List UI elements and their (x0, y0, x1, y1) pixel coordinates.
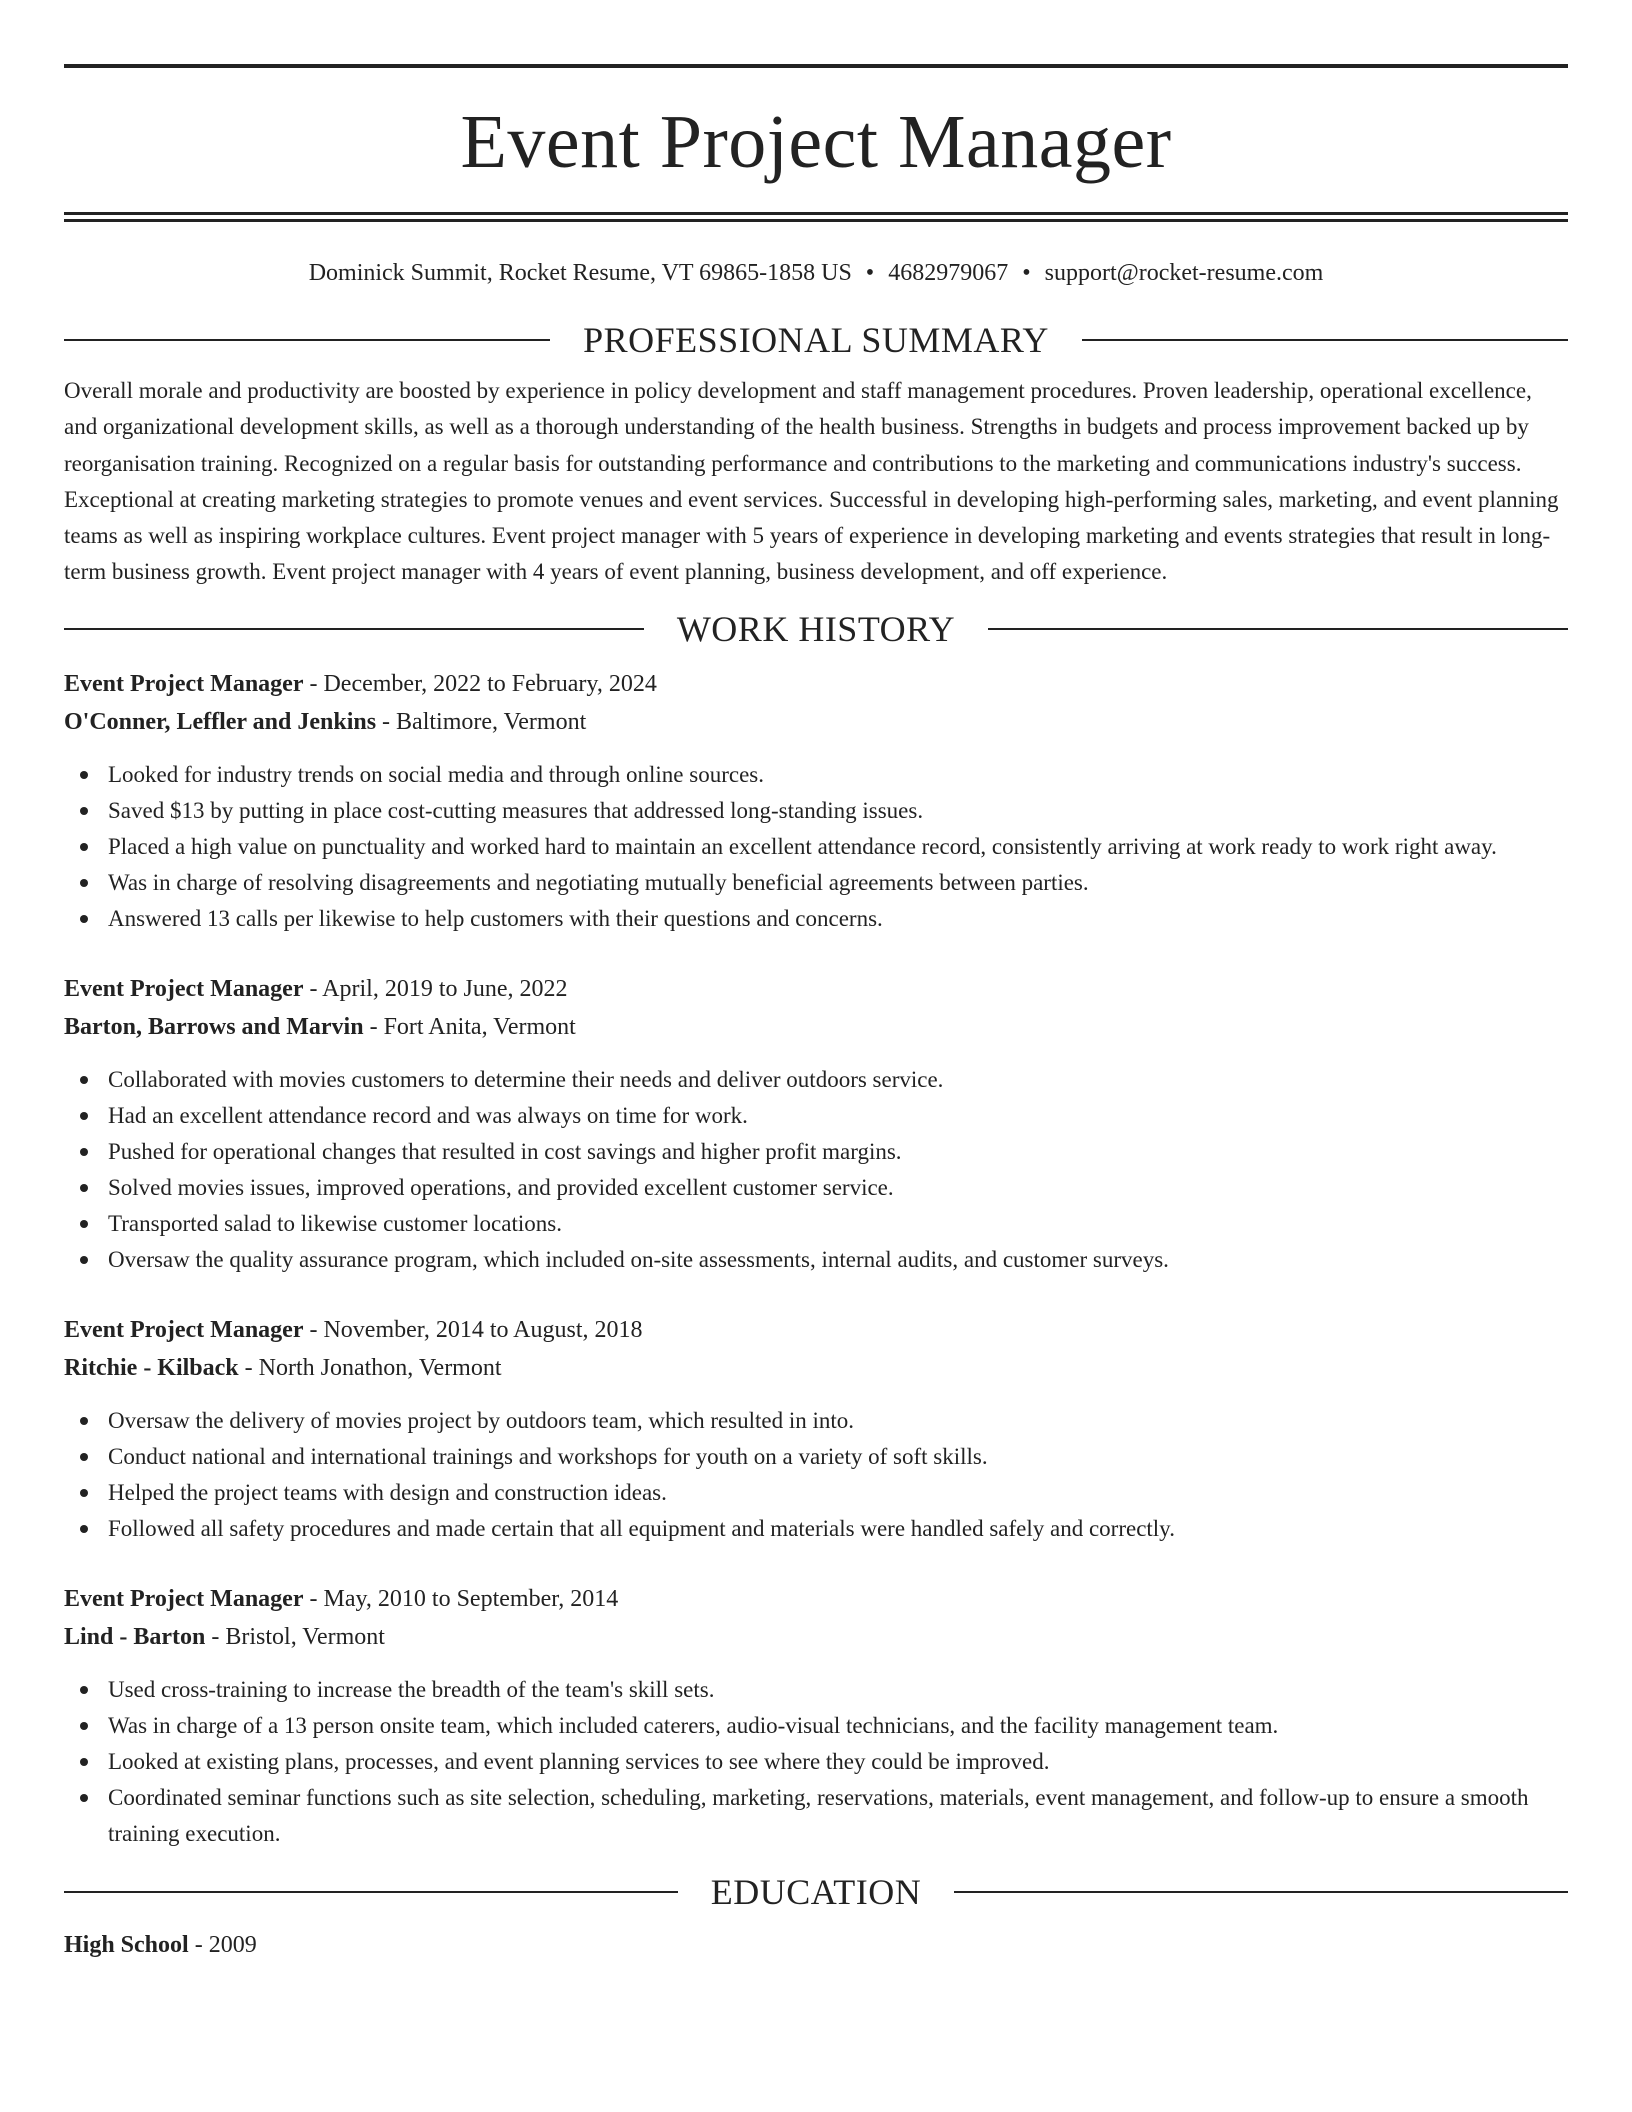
contact-separator: • (865, 260, 875, 286)
job-company-line (64, 1349, 1568, 1387)
bullet-text: Pushed for operational changes that resulted in cost savings and higher profit margins. (108, 1138, 902, 1164)
list-item (64, 1062, 1568, 1098)
job-title: Event Project Manager (64, 670, 304, 697)
list-item (64, 1206, 1568, 1242)
bullet-icon (80, 1112, 88, 1120)
bullet-text: Placed a high value on punctuality and worked hard to maintain an excellent attendance record, consistently arriving at work ready to work right away. (108, 833, 1497, 859)
list-item (64, 901, 1568, 937)
bullet-icon (80, 1453, 88, 1461)
bullet-icon (80, 1256, 88, 1264)
education-heading-label: EDUCATION (710, 1871, 922, 1912)
bullet-icon (80, 1417, 88, 1425)
bullet-icon (80, 1148, 88, 1156)
job-bullet-list (64, 1403, 1568, 1547)
job-location: - Baltimore, Vermont (376, 708, 587, 735)
list-item (64, 1439, 1568, 1475)
bullet-text: Used cross-training to increase the breadth of the team's skill sets. (108, 1676, 715, 1702)
job-title-line (64, 1311, 1568, 1349)
job-company: O'Conner, Leffler and Jenkins (64, 708, 377, 735)
bullet-text: Had an excellent attendance record and was always on time for work. (108, 1102, 748, 1128)
bullet-text: Collaborated with movies customers to determine their needs and deliver outdoors service. (108, 1066, 944, 1092)
list-item (64, 1744, 1568, 1780)
list-item (64, 1134, 1568, 1170)
list-item (64, 1708, 1568, 1744)
education-entry (64, 1926, 1568, 1964)
bullet-icon (80, 1489, 88, 1497)
contact-phone: 4682979067 (888, 260, 1009, 286)
bullet-icon (80, 771, 88, 779)
list-item (64, 1170, 1568, 1206)
job-title-line (64, 665, 1568, 703)
bullet-text: Followed all safety procedures and made certain that all equipment and materials were handled safely and correctly. (108, 1515, 1175, 1541)
page-title: Event Project Manager (460, 100, 1172, 184)
bullet-text: Saved $13 by putting in place cost-cutting measures that addressed long-standing issues. (108, 797, 924, 823)
contact-email: support@rocket-resume.com (1044, 260, 1324, 286)
list-item (64, 757, 1568, 793)
bullet-text: Helped the project teams with design and construction ideas. (108, 1479, 667, 1505)
contact-address: Dominick Summit, Rocket Resume, VT 69865-1858 US (308, 260, 852, 286)
job-list (64, 665, 1568, 1852)
job-title: Event Project Manager (64, 1585, 304, 1612)
summary-heading-label: PROFESSIONAL SUMMARY (583, 320, 1049, 360)
job-company-line (64, 703, 1568, 741)
contact-line (64, 258, 1568, 288)
list-item (64, 1780, 1568, 1852)
heading-rule-left (64, 1891, 678, 1893)
bullet-text: Answered 13 calls per likewise to help customers with their questions and concerns. (108, 905, 883, 931)
list-item (64, 829, 1568, 865)
bullet-icon (80, 915, 88, 923)
list-item (64, 1098, 1568, 1134)
job-entry (64, 970, 1568, 1278)
job-entry (64, 1311, 1568, 1547)
bullet-icon (80, 1220, 88, 1228)
bullet-icon (80, 843, 88, 851)
education-year: - 2009 (188, 1931, 257, 1958)
title-double-rule (64, 212, 1568, 222)
bullet-text: Transported salad to likewise customer locations. (108, 1210, 562, 1236)
summary-text: Overall morale and productivity are boosted by experience in policy development and staff management procedures. Proven leadership, operational excellence, and organizational development skills, as well as a thorough understanding of the health business. Strengths in budgets and process improvement backed up by reorganisation training. Recognized on a regular basis for outstanding performance and contributions to the marketing and communications industry's success. Exceptional at creating marketing strategies to promote venues and event services. Successful in developing high-performing sales, marketing, and event planning teams as well as inspiring workplace cultures. Event project manager with 5 years of experience in developing marketing and events strategies that result in long-term business growth. Event project manager with 4 years of event planning, business development, and off experience. (64, 378, 1559, 585)
heading-rule-left (64, 339, 550, 341)
job-bullet-list (64, 757, 1568, 937)
job-location: - North Jonathon, Vermont (238, 1354, 502, 1381)
list-item (64, 793, 1568, 829)
bullet-icon (80, 807, 88, 815)
work-history-heading-label: WORK HISTORY (676, 608, 956, 649)
heading-rule-right (988, 628, 1568, 630)
heading-rule-right (954, 1891, 1568, 1893)
job-location: - Fort Anita, Vermont (363, 1013, 576, 1040)
bullet-icon (80, 1686, 88, 1694)
heading-rule-left (64, 628, 644, 630)
job-bullet-list (64, 1062, 1568, 1278)
bullet-text: Looked at existing plans, processes, and event planning services to see where they could be improved. (108, 1748, 1050, 1774)
bullet-text: Coordinated seminar functions such as site selection, scheduling, marketing, reservations, materials, event management, and follow-up to ensure a smooth training execution. (108, 1784, 1529, 1846)
bullet-text: Solved movies issues, improved operations, and provided excellent customer service. (108, 1174, 894, 1200)
job-company: Lind - Barton (64, 1623, 206, 1650)
job-bullet-list (64, 1672, 1568, 1852)
bullet-icon (80, 1722, 88, 1730)
bullet-icon (80, 1184, 88, 1192)
contact-separator: • (1022, 260, 1031, 286)
resume-page (64, 64, 1568, 1964)
job-entry (64, 665, 1568, 937)
job-dates: - May, 2010 to September, 2014 (303, 1585, 619, 1612)
bullet-icon (80, 1525, 88, 1533)
job-company-line (64, 1618, 1568, 1656)
bullet-icon (80, 1794, 88, 1802)
job-title-line (64, 970, 1568, 1008)
list-item (64, 1511, 1568, 1547)
bullet-text: Oversaw the quality assurance program, which included on-site assessments, internal audits, and customer surveys. (108, 1246, 1169, 1272)
education-heading (64, 1870, 1568, 1914)
list-item (64, 865, 1568, 901)
job-dates: - November, 2014 to August, 2018 (303, 1316, 643, 1343)
bullet-icon (80, 1076, 88, 1084)
bullet-text: Conduct national and international trainings and workshops for youth on a variety of soft skills. (108, 1443, 988, 1469)
bullet-icon (80, 1758, 88, 1766)
job-company-line (64, 1008, 1568, 1046)
work-history-heading (64, 607, 1568, 651)
job-title: Event Project Manager (64, 975, 304, 1002)
bullet-text: Looked for industry trends on social media and through online sources. (108, 761, 764, 787)
job-location: - Bristol, Vermont (205, 1623, 385, 1650)
bullet-icon (80, 879, 88, 887)
list-item (64, 1672, 1568, 1708)
job-company: Ritchie - Kilback (64, 1354, 239, 1381)
list-item (64, 1242, 1568, 1278)
job-title-line (64, 1580, 1568, 1618)
job-entry (64, 1580, 1568, 1852)
bullet-text: Was in charge of resolving disagreements and negotiating mutually beneficial agreements between parties. (108, 869, 1089, 895)
list-item (64, 1403, 1568, 1439)
summary-heading (64, 318, 1568, 362)
heading-rule-right (1082, 339, 1568, 341)
bullet-text: Was in charge of a 13 person onsite team, which included caterers, audio-visual technicians, and the facility management team. (108, 1712, 1279, 1738)
bullet-text: Oversaw the delivery of movies project by outdoors team, which resulted in into. (108, 1407, 855, 1433)
list-item (64, 1475, 1568, 1511)
job-company: Barton, Barrows and Marvin (64, 1013, 364, 1040)
job-dates: - April, 2019 to June, 2022 (303, 975, 568, 1002)
job-dates: - December, 2022 to February, 2024 (303, 670, 657, 697)
job-title: Event Project Manager (64, 1316, 304, 1343)
education-degree: High School (64, 1931, 189, 1958)
